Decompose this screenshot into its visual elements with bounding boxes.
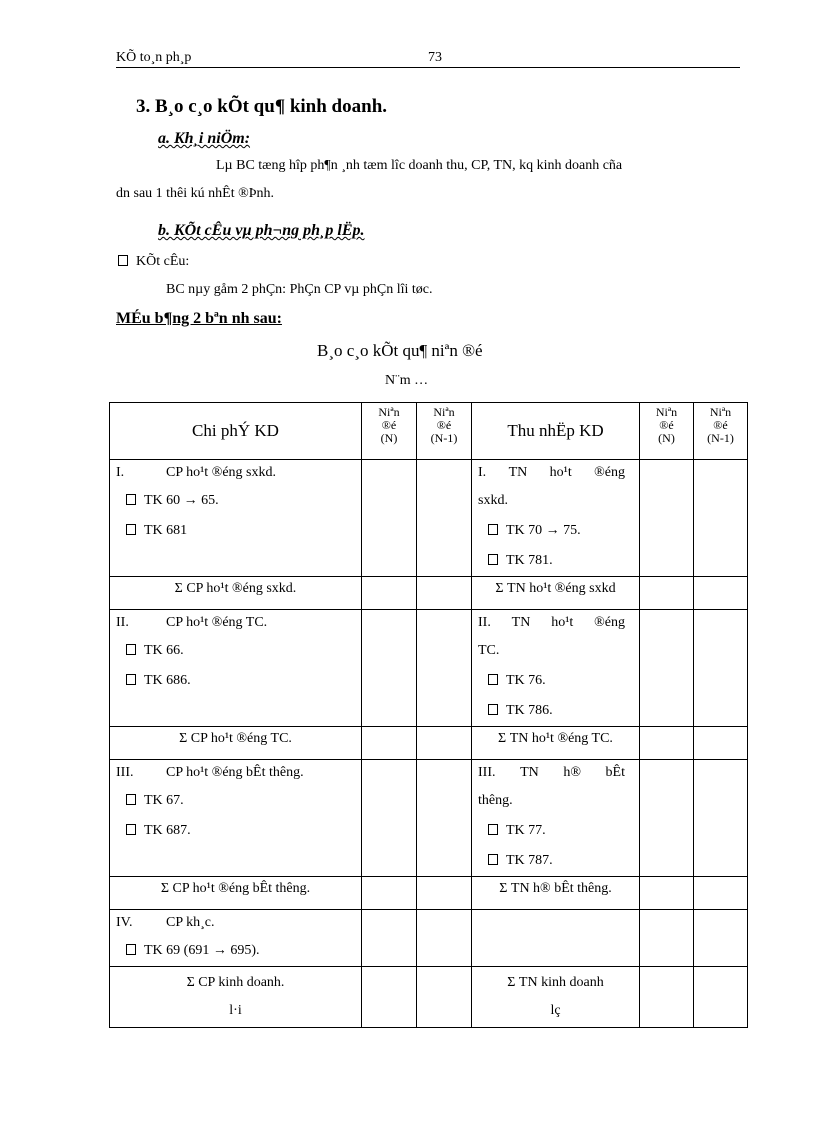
table-row-sec1 [110, 460, 748, 577]
page-number: 73 [428, 50, 442, 65]
total-right: Σ TN kinh doanh lç [472, 967, 640, 1028]
sec2-left: II. CP ho¹t ®éng TC. TK 66. TK 686. [110, 610, 362, 727]
sum2-left: Σ CP ho¹t ®éng TC. [179, 731, 292, 746]
table-row-total [110, 967, 748, 1028]
sum3-left: Σ CP ho¹t ®éng bÊt thêng. [160, 881, 311, 896]
report-table [109, 402, 748, 1028]
checkbox-icon [488, 854, 498, 865]
table-row-sec4 [110, 910, 748, 967]
checkbox-icon [488, 524, 498, 535]
sec3-left: III. CP ho¹t ®éng bÊt thêng. TK 67. TK 687. [110, 760, 362, 877]
total-left: Σ CP kinh doanh. l·i [110, 967, 362, 1028]
structure-bullet [118, 254, 189, 270]
sec1-right: I. TN ho¹t ®éng sxkd. TK 70 → 75. TK 781. [472, 460, 640, 577]
checkbox-icon [488, 704, 498, 715]
checkbox-icon [488, 824, 498, 835]
checkbox-icon [118, 255, 128, 266]
checkbox-icon [126, 674, 136, 685]
table-row-sec2 [110, 610, 748, 727]
checkbox-icon [126, 824, 136, 835]
sec4-left: IV. CP kh¸c. TK 69 (691 → 695). [110, 910, 362, 967]
structure-bullet-label: KÕt cÊu: [136, 254, 190, 269]
checkbox-icon [126, 494, 136, 505]
checkbox-icon [126, 944, 136, 955]
subsection-a-title: a. Kh¸i niÖm: [158, 130, 251, 147]
sample-label: MÉu b¶ng 2 bªn nh sau: [116, 310, 282, 327]
subsection-b-title: b. KÕt cÊu vµ ph¬ng ph¸p lËp. [158, 222, 365, 239]
checkbox-icon [126, 794, 136, 805]
sum2-right: Σ TN ho¹t ®éng TC. [498, 731, 613, 746]
col-year-n-header: Niªn ®é (N) [362, 403, 417, 460]
table-header-row [110, 403, 748, 460]
section-title: 3. B¸o c¸o kÕt qu¶ kinh doanh. [136, 96, 388, 117]
report-title: B¸o c¸o kÕt qu¶ niªn ®é [317, 341, 483, 360]
checkbox-icon [126, 644, 136, 655]
report-year: N¨m … [385, 373, 429, 388]
col-year-n-header-2: Niªn ®é (N) [640, 403, 694, 460]
table-row-sum3 [110, 877, 748, 910]
checkbox-icon [126, 524, 136, 535]
definition-line-1: Lµ BC tæng hîp ph¶n ¸nh tæm lîc doanh thu, CP, TN, kq kinh doanh cña [216, 158, 623, 173]
table-row-sum2 [110, 727, 748, 760]
table-row-sum1 [110, 577, 748, 610]
checkbox-icon [488, 674, 498, 685]
header-rule [116, 67, 740, 68]
header-left: KÕ to¸n ph¸p [116, 50, 192, 65]
checkbox-icon [488, 554, 498, 565]
col-year-n1-header: Niªn ®é (N-1) [417, 403, 472, 460]
sec1-left: I. CP ho¹t ®éng sxkd. TK 60 → 65. TK 681 [110, 460, 362, 577]
sum1-left: Σ CP ho¹t ®éng sxkd. [174, 581, 297, 596]
sum1-right: Σ TN ho¹t ®éng sxkd [495, 581, 616, 596]
definition-line-2: dn sau 1 thêi kú nhÊt ®Þnh. [116, 186, 275, 201]
col-income-header: Thu nhËp KD [472, 403, 640, 460]
sum3-right: Σ TN h® bÊt thêng. [499, 881, 612, 896]
sec2-right: II. TN ho¹t ®éng TC. TK 76. TK 786. [472, 610, 640, 727]
col-year-n1-header-2: Niªn ®é (N-1) [694, 403, 748, 460]
structure-body: BC nµy gåm 2 phÇn: PhÇn CP vµ phÇn lîi tøc. [166, 282, 433, 297]
col-expense-header: Chi phÝ KD [110, 403, 362, 460]
sec3-right: III. TN h® bÊt thêng. TK 77. TK 787. [472, 760, 640, 877]
table-row-sec3 [110, 760, 748, 877]
